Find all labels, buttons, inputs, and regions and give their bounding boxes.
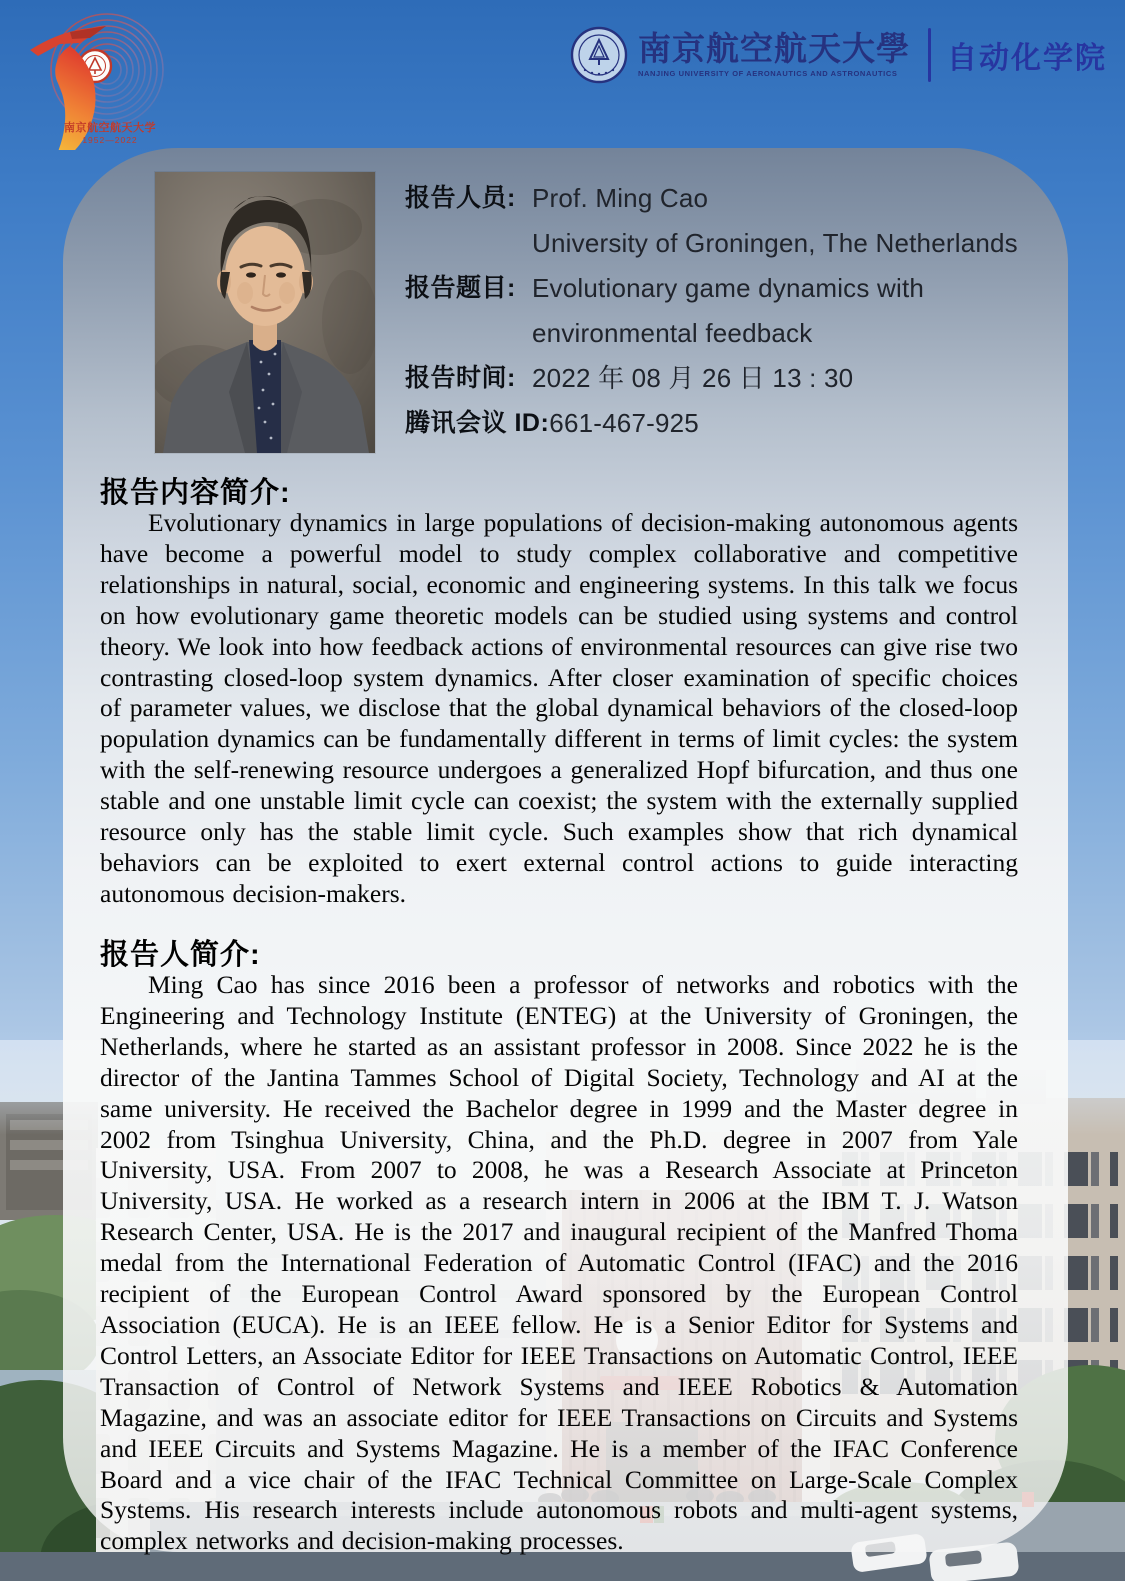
title-row — [405, 266, 1065, 311]
talk-card — [63, 148, 1068, 1556]
anniversary-years: 1952—2022 — [82, 135, 138, 145]
talk-time: 2022 年 08 月 26 日 13 : 30 — [532, 363, 854, 393]
talk-info — [405, 176, 1065, 446]
anniversary-university-name: 南京航空航天大学 — [64, 122, 156, 134]
university-name-zh: 南京航空航天大學 — [638, 31, 910, 68]
talk-title-line1: Evolutionary game dynamics with — [532, 273, 925, 303]
title-row-2 — [405, 311, 1065, 356]
abstract-body: Evolutionary dynamics in large populations of decision-making autonomous agents have become a powerful model to study complex collaborative and competitive relationships in natural, social, economic and engineering systems. In this talk we focus on how evolutionary game theoretic models can be studied using systems and control theory. We look into how feedback actions of environmental resources can give rise two contrasting closed-loop system dynamics. After closer examination of specific choices of parameter values, we disclose that the global dynamical behaviors of the closed-loop population dynamics can be fundamentally different in terms of limit cycles: the system with the self-renewing resource undergoes a generalized Hopf bifurcation, and thus one stable and one unstable limit cycle can coexist; the system with the externally supplied resource only has the stable limit cycle. Such examples show that rich dynamical behaviors can be exploited to exert external control actions to guide interacting autonomous decision-makers. — [100, 508, 1018, 908]
bio-heading: 报告人简介: — [100, 939, 261, 971]
time-row — [405, 356, 1065, 401]
university-seal-icon — [570, 26, 628, 84]
time-label: 报告时间: — [405, 364, 516, 392]
speaker-photo — [155, 172, 375, 453]
speaker-label: 报告人员: — [405, 184, 516, 212]
speaker-name: Prof. Ming Cao — [532, 183, 709, 213]
meeting-row — [405, 401, 1065, 446]
affiliation-row — [405, 221, 1065, 266]
university-brand — [570, 26, 1107, 84]
abstract-heading: 报告内容简介: — [100, 477, 291, 509]
talk-title-line2: environmental feedback — [532, 318, 813, 348]
anniversary-70-logo — [10, 8, 175, 150]
college-name: 自动化学院 — [947, 42, 1107, 75]
bio-body: Ming Cao has since 2016 been a professor of networks and robotics with the Engineering and Technology Institute (ENTEG) at the University of Groningen, the Netherlands, where he started as an assistant professor in 2008. Since 2022 he is the director of the Jantina Tammes School of Digital Society, Technology and AI at the same university. He received the Bachelor degree in 1999 and the Master degree in 2002 from Tsinghua University, China, and the Ph.D. degree in 2007 from Yale University, USA. From 2007 to 2008, he was a Research Associate at Princeton University, USA. He worked as a research intern in 2006 at the IBM T. J. Watson Research Center, USA. He is the 2017 and inaugural recipient of the Manfred Thoma medal from the International Federation of Automatic Control (IFAC) and the 2016 recipient of the European Control Award sponsored by the European Control Association (EUCA). He is an IEEE fellow. He is a Senior Editor for Systems and Control Letters, an Associate Editor for IEEE Transactions on Automatic Control, IEEE Transaction of Control of Network Systems and IEEE Robotics & Automation Magazine, and was an associate editor for IEEE Transactions on Circuits and Systems and IEEE Circuits and Systems Magazine. He is a member of the IFAC Conference Board and a vice chair of the IFAC Technical Committee on Large-Scale Complex Systems. His research interests include autonomous robots and multi-agent systems, complex networks and decision-making processes. — [100, 970, 1018, 1556]
speaker-affiliation: University of Groningen, The Netherlands — [532, 228, 1018, 258]
brand-divider — [928, 28, 931, 82]
title-label: 报告题目: — [405, 274, 516, 302]
meeting-label: 腾讯会议 ID: — [405, 409, 550, 437]
speaker-row — [405, 176, 1065, 221]
university-name-en: NANJING UNIVERSITY OF AERONAUTICS AND ASTRONAUTICS — [638, 68, 898, 78]
meeting-id: 661-467-925 — [549, 408, 699, 438]
